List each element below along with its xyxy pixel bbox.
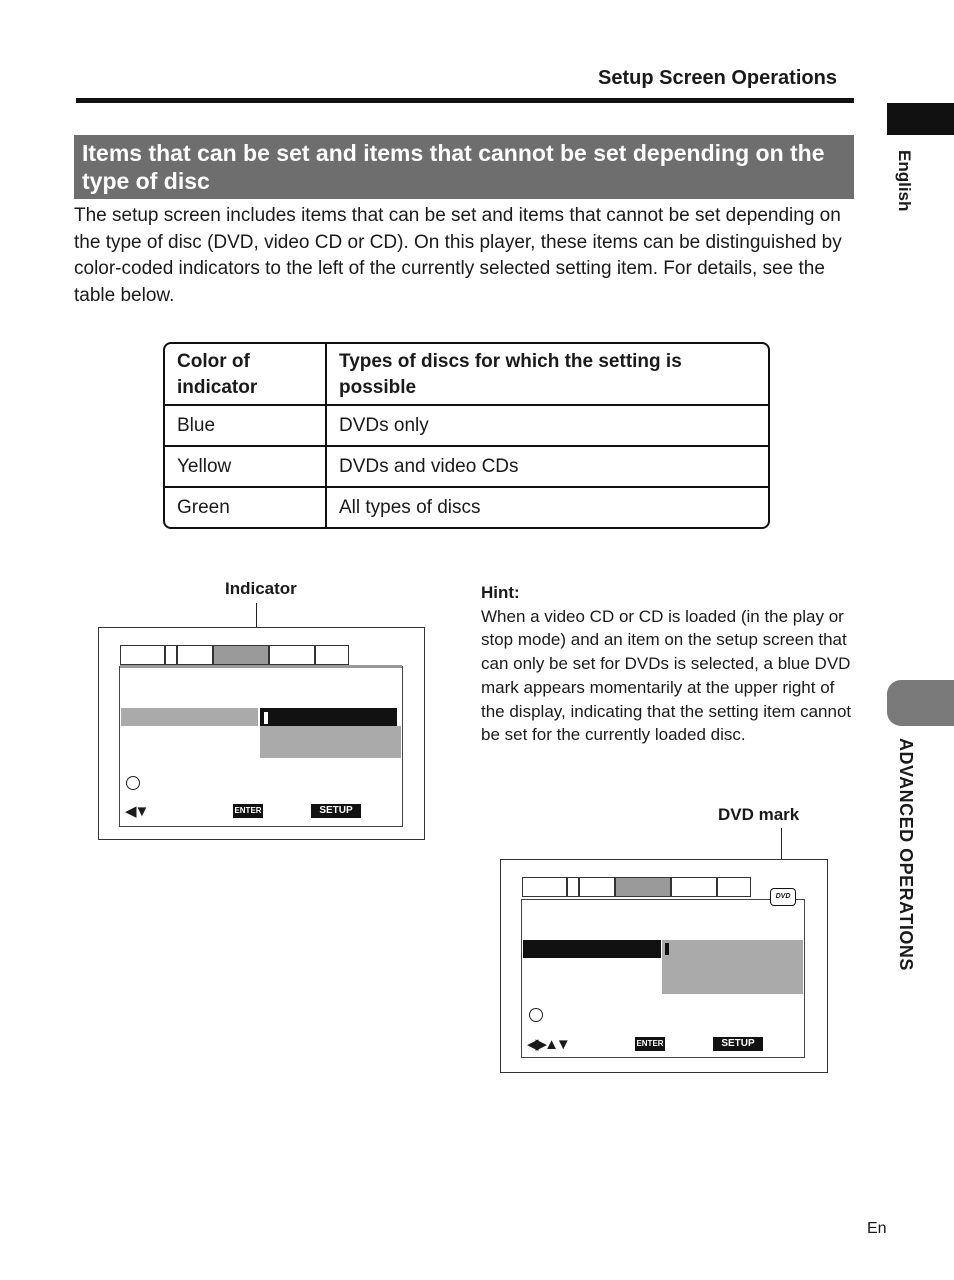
setup-button-icon: SETUP: [311, 804, 361, 818]
table-row: [165, 488, 768, 527]
setup-button-icon: SETUP: [713, 1037, 763, 1051]
table-cell-discs: All types of discs: [339, 496, 481, 518]
circle-icon: [529, 1008, 543, 1022]
arrow-icons: ◀▼: [125, 803, 148, 820]
screen-tab: [177, 645, 213, 665]
table-cell-color: Green: [165, 488, 327, 527]
screen-tab: [567, 877, 579, 897]
section-heading: Items that can be set and items that cannot be set depending on the type of disc: [74, 135, 854, 199]
screen-selected-item: [523, 940, 661, 958]
setup-screen-figure-1: [98, 627, 425, 840]
enter-button-icon: ENTER: [233, 804, 263, 818]
table-row: [165, 447, 768, 488]
dvd-mark-icon: DVD: [770, 888, 796, 906]
intro-paragraph: The setup screen includes items that can be set and items that cannot be set depending on the type of disc (DVD, video CD or CD). On this player, these items can be distinguished by color-coded indicators to the left of the currently selected setting item. For details, see the table below.: [74, 205, 842, 306]
screen-tab-selected: [615, 877, 671, 897]
language-tab: [887, 103, 954, 135]
screen-options-box: [662, 940, 803, 994]
indicator-color-table: [163, 342, 770, 529]
screen-selected-item: [121, 708, 258, 726]
screen-selected-setting: [260, 708, 397, 726]
screen-tab: [522, 877, 567, 897]
screen-tab: [165, 645, 177, 665]
screen-tab: [120, 645, 165, 665]
table-header-disc-types: Types of discs for which the setting is possible: [327, 344, 768, 406]
chapter-label: [878, 738, 928, 1008]
table-cell-color: Blue: [165, 406, 327, 447]
indicator-mark: [665, 943, 669, 955]
setup-screen-figure-2: [500, 859, 828, 1073]
language-label-text: English: [895, 150, 914, 212]
table-header-color: Color of indicator: [165, 344, 327, 406]
indicator-mark: [263, 711, 269, 725]
table-row: [165, 406, 768, 447]
section-header: Setup Screen Operations: [598, 67, 837, 89]
screen-tab: [671, 877, 717, 897]
chapter-tab: [887, 680, 954, 726]
hint-text: When a video CD or CD is loaded (in the play or stop mode) and an item on the setup screen that can only be set for DVDs is selected, a blue DVD mark appears momentarily at the upper right of the display, indicating that the setting item cannot be set for the currently loaded disc.: [481, 606, 852, 745]
table-cell-discs: DVDs only: [327, 406, 768, 447]
dvd-mark-callout: DVD mark: [718, 805, 800, 824]
screen-tab-underline: [120, 665, 402, 668]
hint-block: [481, 581, 861, 747]
hint-title: Hint:: [481, 583, 520, 602]
screen-tab-selected: [213, 645, 269, 665]
screen-tab: [579, 877, 615, 897]
screen-tab: [269, 645, 315, 665]
language-label: [878, 150, 928, 220]
chapter-label-text: ADVANCED OPERATIONS: [896, 738, 916, 971]
table-cell-color: Yellow: [165, 447, 327, 488]
screen-tab: [717, 877, 751, 897]
circle-icon: [126, 776, 140, 790]
screen-tab: [315, 645, 349, 665]
page-label: En: [867, 1220, 887, 1237]
arrow-icons: ◀▶▲▼: [527, 1036, 568, 1053]
table-cell-discs: DVDs and video CDs: [327, 447, 768, 488]
screen-options-box: [260, 726, 401, 758]
enter-button-icon: ENTER: [635, 1037, 665, 1051]
header-rule: [76, 98, 854, 103]
indicator-callout: Indicator: [225, 579, 297, 598]
